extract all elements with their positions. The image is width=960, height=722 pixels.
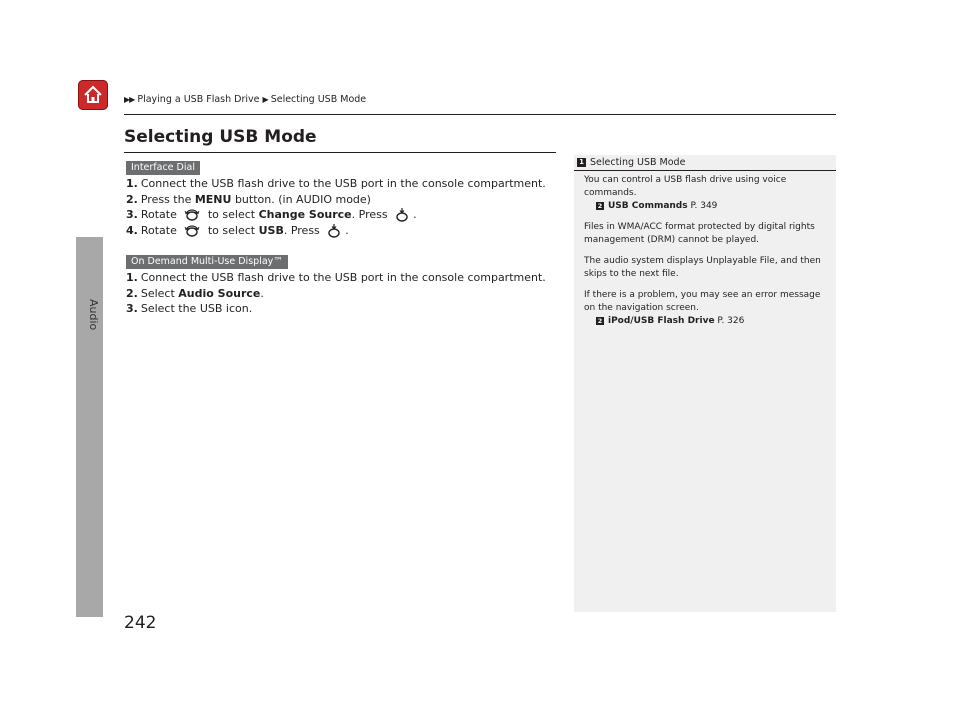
dial-press-icon [327,224,341,238]
step-item [126,270,546,286]
step-text: . [260,286,264,300]
step-text: button. (in AUDIO mode) [234,192,371,206]
breadcrumb [124,94,366,105]
home-icon [82,84,104,106]
step-number: 1. [126,177,138,190]
step-text: Select [140,286,175,300]
step-item [126,301,546,317]
step-item [126,223,546,239]
step-text: Select the USB icon. [140,302,253,315]
page-number: 242 [124,613,157,633]
sidebar-divider [574,170,836,171]
step-text: Rotate [140,208,177,221]
step-number: 2. [126,192,138,206]
dial-rotate-icon [184,208,200,222]
step-text: . [345,223,349,237]
sidebar-heading [577,157,685,168]
step-text: Press the [140,192,192,206]
step-number: 4. [126,223,138,237]
step-item [126,207,546,223]
note-text: If there is a problem, you may see an error message on the navigation screen. [584,290,821,313]
audio-source-label: Audio Source [178,286,261,300]
notes-sidebar [574,155,836,612]
step-text: Connect the USB flash drive to the USB port in the console compartment. [140,271,546,284]
step-item [126,192,546,208]
step-text: . [413,208,417,221]
sidebar-heading-text: Selecting USB Mode [590,157,686,168]
reference-page: P. 326 [717,316,745,326]
section-side-tab [76,237,103,617]
change-source-label: Change Source [258,208,352,221]
page-title: Selecting USB Mode [124,127,317,147]
cross-reference-link[interactable] [584,200,832,213]
dial-press-icon [395,208,409,222]
interface-dial-steps [126,176,546,238]
reference-label[interactable]: USB Commands [608,201,688,211]
note-marker-icon: 1 [577,158,586,167]
reference-icon: 2 [597,317,603,325]
step-number: 1. [126,271,138,284]
step-text: . Press [351,208,388,221]
step-number: 2. [126,286,138,300]
step-item [126,176,546,192]
step-item [126,286,546,302]
cross-reference-link[interactable] [584,315,832,328]
usb-label: USB [258,223,284,237]
on-demand-badge: On Demand Multi-Use Display™ [126,255,288,269]
on-demand-steps [126,270,546,317]
step-text: to select [207,208,256,221]
dial-rotate-icon [184,224,200,238]
step-number: 3. [126,208,138,221]
step-text: Rotate [140,223,177,237]
breadcrumb-arrow-icon: ▶ [262,95,268,104]
note-paragraph: The audio system displays Unplayable File, and then skips to the next file. [584,256,821,279]
reference-label[interactable]: iPod/USB Flash Drive [608,316,715,326]
note-paragraph [584,174,832,213]
reference-icon: 2 [597,202,603,210]
note-text: You can control a USB flash drive using voice commands. [584,175,787,198]
sidebar-body [584,174,832,336]
header-divider [124,114,836,115]
step-text: Connect the USB flash drive to the USB port in the console compartment. [140,177,546,190]
step-text: . Press [283,223,320,237]
menu-button-label: MENU [194,192,232,206]
home-button[interactable] [78,80,108,110]
breadcrumb-parent[interactable]: Playing a USB Flash Drive [137,94,260,105]
interface-dial-badge: Interface Dial [126,161,200,175]
title-divider [124,152,556,153]
reference-page: P. 349 [690,201,718,211]
step-text: to select [207,223,256,237]
breadcrumb-arrow-icon: ▶▶ [124,95,135,104]
note-paragraph: Files in WMA/ACC format protected by digital rights management (DRM) cannot be played. [584,222,815,245]
breadcrumb-current: Selecting USB Mode [270,94,367,105]
section-side-label [80,299,100,339]
section-tab-label: Audio [87,299,100,331]
note-paragraph [584,289,832,328]
step-number: 3. [126,302,138,315]
